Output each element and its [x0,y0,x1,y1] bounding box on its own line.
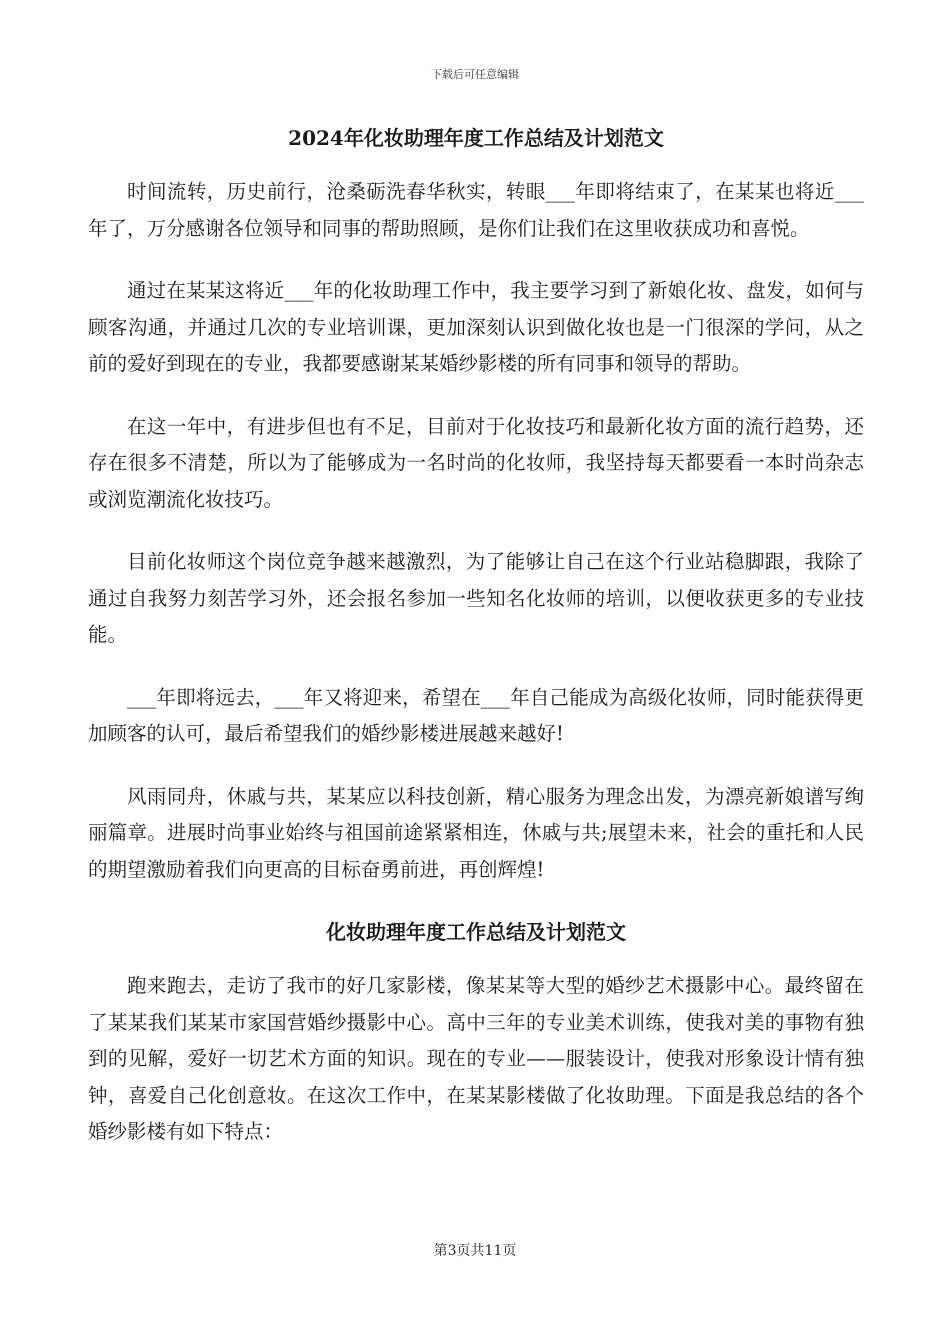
document-body [88,120,864,1177]
paragraph: 时间流转，历史前行，沧桑砺洗春华秋实，转眼___年即将结束了，在某某也将近___年了，万分感谢各位领导和同事的帮助照顾，是你们让我们在这里收获成功和喜悦。 [88,180,864,240]
paragraph: ___年即将远去，___年又将迎来，希望在___年自己能成为高级化妆师，同时能获得更加顾客的认可，最后希望我们的婚纱影楼进展越来越好! [88,685,864,745]
page-number: 第3页共11页 [433,1243,517,1259]
paragraph: 通过在某某这将近___年的化妆助理工作中，我主要学习到了新娘化妆、盘发，如何与顾客沟通，并通过几次的专业培训课，更加深刻认识到做化妆也是一门很深的学问，从之前的爱好到现在的专业，我都要感谢某某婚纱影楼的所有同事和领导的帮助。 [88,279,864,375]
header-note: 下载后可任意编辑 [431,68,519,81]
paragraph: 跑来跑去，走访了我市的好几家影楼，像某某等大型的婚纱艺术摄影中心。最终留在了某某我们某某市家国营婚纱摄影中心。高中三年的专业美术训练，使我对美的事物有独到的见解，爱好一切艺术方面的知识。现在的专业——服装设计，使我对形象设计情有独钟，喜爱自己化创意妆。在这次工作中，在某某影楼做了化妆助理。下面是我总结的各个婚纱影楼有如下特点： [88,974,864,1143]
paragraph: 目前化妆师这个岗位竞争越来越激烈，为了能够让自己在这个行业站稳脚跟，我除了通过自我努力刻苦学习外，还会报名参加一些知名化妆师的培训，以便收获更多的专业技能。 [88,550,864,646]
section-title: 化妆助理年度工作总结及计划范文 [326,920,626,944]
paragraph: 在这一年中，有进步但也有不足，目前对于化妆技巧和最新化妆方面的流行趋势，还存在很多不清楚，所以为了能够成为一名时尚的化妆师，我坚持每天都要看一本时尚杂志或浏览潮流化妆技巧。 [88,414,864,511]
document-title: 2024年化妆助理年度工作总结及计划范文 [288,126,664,150]
paragraph: 风雨同舟，休戚与共，某某应以科技创新，精心服务为理念出发，为漂亮新娘谱写绚丽篇章。进展时尚事业始终与祖国前途紧紧相连，休戚与共;展望未来，社会的重托和人民的期望激励着我们向更高的目标奋勇前进，再创辉煌! [88,784,864,881]
